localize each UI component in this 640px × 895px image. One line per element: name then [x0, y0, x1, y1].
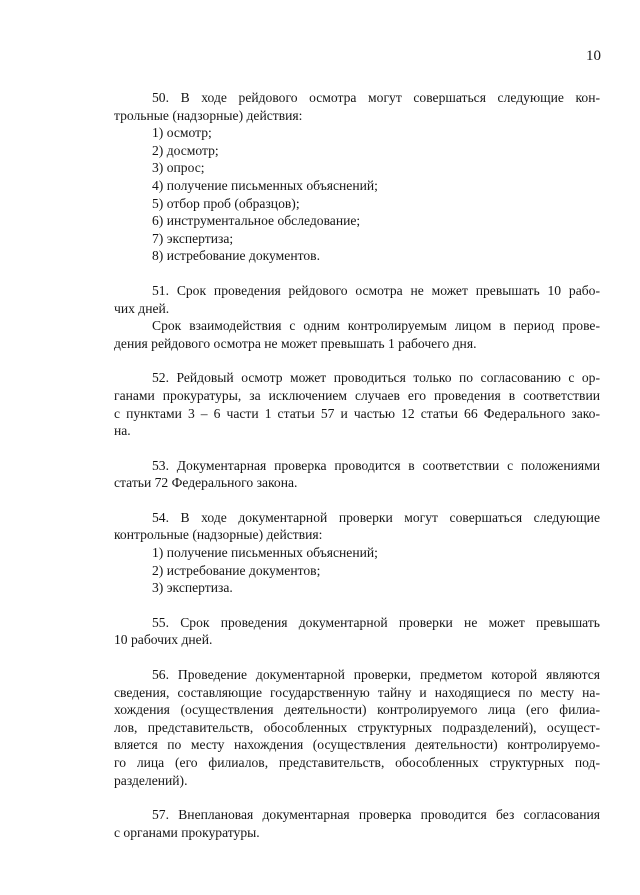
paragraph-line: 53. Документарная проверка проводится в соответствии с положениями: [152, 457, 600, 473]
paragraph-52: [114, 369, 600, 439]
paragraph-line: контрольные (надзорные) действия:: [114, 527, 323, 543]
paragraph-line: лов, представительств, обособленных структурных подразделений), осущест-: [114, 719, 600, 735]
paragraph-line: 57. Внеплановая документарная проверка проводится без согласования: [152, 807, 600, 823]
paragraph-line: дения рейдового осмотра не может превышать 1 рабочего дня.: [114, 335, 477, 351]
paragraph-54: [114, 509, 600, 597]
paragraph-51: [114, 282, 600, 352]
paragraph-line: трольные (надзорные) действия:: [114, 107, 303, 123]
list-item: 1) осмотр;: [152, 125, 212, 141]
paragraph-line: на.: [114, 423, 131, 439]
list-item: 2) досмотр;: [152, 142, 219, 158]
paragraph-line: вляется по месту нахождения (осуществления деятельности) контролируемо-: [114, 737, 600, 753]
paragraph-line: 56. Проведение документарной проверки, предметом которой являются: [152, 667, 600, 683]
page-number: 10: [586, 48, 601, 64]
list-item: 1) получение письменных объяснений;: [152, 545, 378, 561]
list-item: 2) истребование документов;: [152, 562, 321, 578]
paragraph-line: сведения, составляющие государственную тайну и находящиеся по месту на-: [114, 684, 600, 700]
paragraph-line: 55. Срок проведения документарной проверки не может превышать: [152, 614, 600, 630]
paragraph-line: с пунктами 3 – 6 части 1 статьи 57 и частью 12 статьи 66 Федерального зако-: [114, 405, 600, 421]
paragraph-53: [114, 457, 600, 492]
list-item: 4) получение письменных объяснений;: [152, 177, 378, 193]
list-item: 3) экспертиза.: [152, 580, 233, 596]
paragraph-line: хождения (осуществления деятельности) контролируемого лица (его филиа-: [114, 702, 600, 718]
paragraph-line: с органами прокуратуры.: [114, 824, 260, 840]
paragraph-line: 50. В ходе рейдового осмотра могут совершаться следующие кон-: [152, 90, 600, 105]
paragraph-line: статьи 72 Федерального закона.: [114, 475, 298, 491]
paragraph-line: 51. Срок проведения рейдового осмотра не может превышать 10 рабо-: [152, 282, 600, 298]
paragraph-line: го лица (его филиалов, представительств, обособленных структурных под-: [114, 755, 600, 770]
paragraph-line: 54. В ходе документарной проверки могут совершаться следующие: [152, 509, 600, 525]
list-item: 7) экспертиза;: [152, 230, 234, 246]
paragraph-55: [114, 614, 600, 649]
paragraph-line: ганами прокуратуры, за исключением случаев его проведения в соответствии: [114, 387, 600, 403]
paragraph-line: Срок взаимодействия с одним контролируемым лицом в период прове-: [152, 318, 600, 334]
paragraph-line: чих дней.: [114, 300, 170, 316]
paragraph-line: 52. Рейдовый осмотр может проводиться только по согласованию с ор-: [152, 370, 600, 386]
document-body: [114, 89, 600, 841]
paragraph-50: [114, 89, 600, 265]
paragraph-line: 10 рабочих дней.: [114, 632, 213, 648]
list-item: 3) опрос;: [152, 160, 205, 176]
list-item: 6) инструментальное обследование;: [152, 213, 361, 229]
paragraph-57: [114, 806, 600, 841]
list-item: 8) истребование документов.: [152, 248, 320, 264]
list-item: 5) отбор проб (образцов);: [152, 195, 300, 211]
paragraph-56: [114, 666, 600, 789]
paragraph-line: разделений).: [114, 772, 188, 788]
